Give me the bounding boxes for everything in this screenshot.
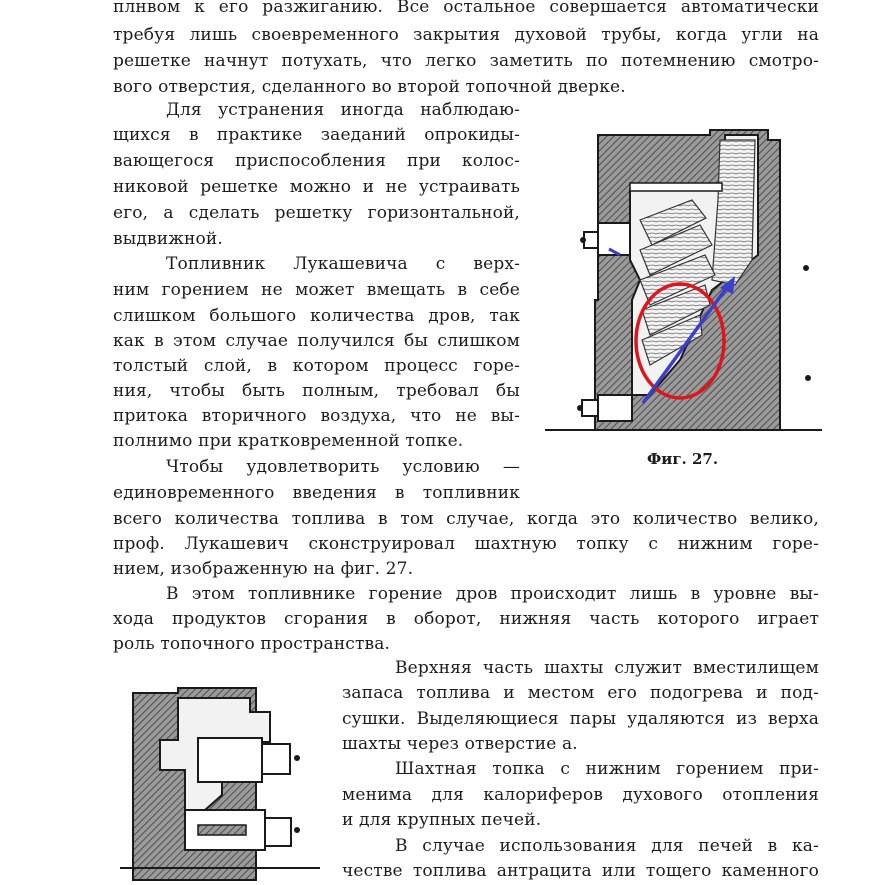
- text-line: роль топочного пространства.: [113, 634, 391, 654]
- text-line: никовой решетке можно и не устраивать: [113, 177, 520, 197]
- text-line: выдвижной.: [113, 229, 223, 249]
- text-line: Шахтная топка с нижним горением при-: [395, 759, 819, 779]
- text-line: Чтобы удовлетворить условию —: [166, 457, 520, 477]
- text-line: требуя лишь своевременного закрытия духовой трубы, когда угли на: [113, 25, 819, 45]
- text-line: притока вторичного воздуха, что не вы-: [113, 406, 520, 426]
- text-line: толстый слой, в котором процесс горе-: [113, 356, 520, 376]
- text-line: хода продуктов сгорания в оборот, нижняя часть которого играет: [113, 609, 819, 629]
- text-line: плнвом к его разжиганию. Все остальное совершается автоматически: [113, 0, 819, 17]
- text-line: его, а сделать решетку горизонтальной,: [113, 203, 520, 223]
- text-line: решетке начнут потухать, что легко заметить по потемнению смотро-: [113, 51, 819, 71]
- text-line: и для крупных печей.: [342, 810, 542, 830]
- text-line: запаса топлива и местом его подогрева и под-: [342, 683, 819, 703]
- text-line: слишком большого количества дров, так: [113, 306, 520, 326]
- text-line: ния, чтобы быть полным, требовал бы: [113, 381, 520, 401]
- text-line: нием, изображенную на фиг. 27.: [113, 559, 414, 579]
- text-line: В этом топливнике горение дров происходит лишь в уровне вы-: [166, 584, 819, 604]
- text-line: вого отверстия, сделанного во второй топочной дверке.: [113, 77, 626, 97]
- text-line: Топливник Лукашевича с верх-: [166, 254, 520, 274]
- text-line: В случае использования для печей в ка-: [395, 836, 819, 856]
- text-line: щихся в практике заеданий опрокиды-: [113, 125, 520, 145]
- text-line: единовременного введения в топливник: [113, 483, 520, 503]
- text-line: Для устранения иногда наблюдаю-: [166, 100, 520, 120]
- text-line: сушки. Выделяющиеся пары удаляются из верха: [342, 709, 819, 729]
- text-line: менима для калориферов духового отопления: [342, 785, 819, 805]
- figure-caption: Фиг. 27.: [647, 450, 719, 468]
- text-line: проф. Лукашевич сконструировал шахтную топку с нижним горе-: [113, 534, 819, 554]
- text-line: честве топлива антрацита или тощего каменного: [342, 861, 819, 881]
- text-line: как в этом случае получился бы слишком: [113, 331, 520, 351]
- text-line: Верхняя часть шахты служит вместилищем: [395, 658, 819, 678]
- text-line: вающегося приспособления при колос-: [113, 151, 520, 171]
- text-line: всего количества топлива в том случае, когда это количество велико,: [113, 509, 819, 529]
- text-line: шахты через отверстие a.: [342, 734, 578, 754]
- text-line: полнимо при кратковременной топке.: [113, 431, 464, 451]
- text-line: ним горением не может вмещать в себе: [113, 280, 520, 300]
